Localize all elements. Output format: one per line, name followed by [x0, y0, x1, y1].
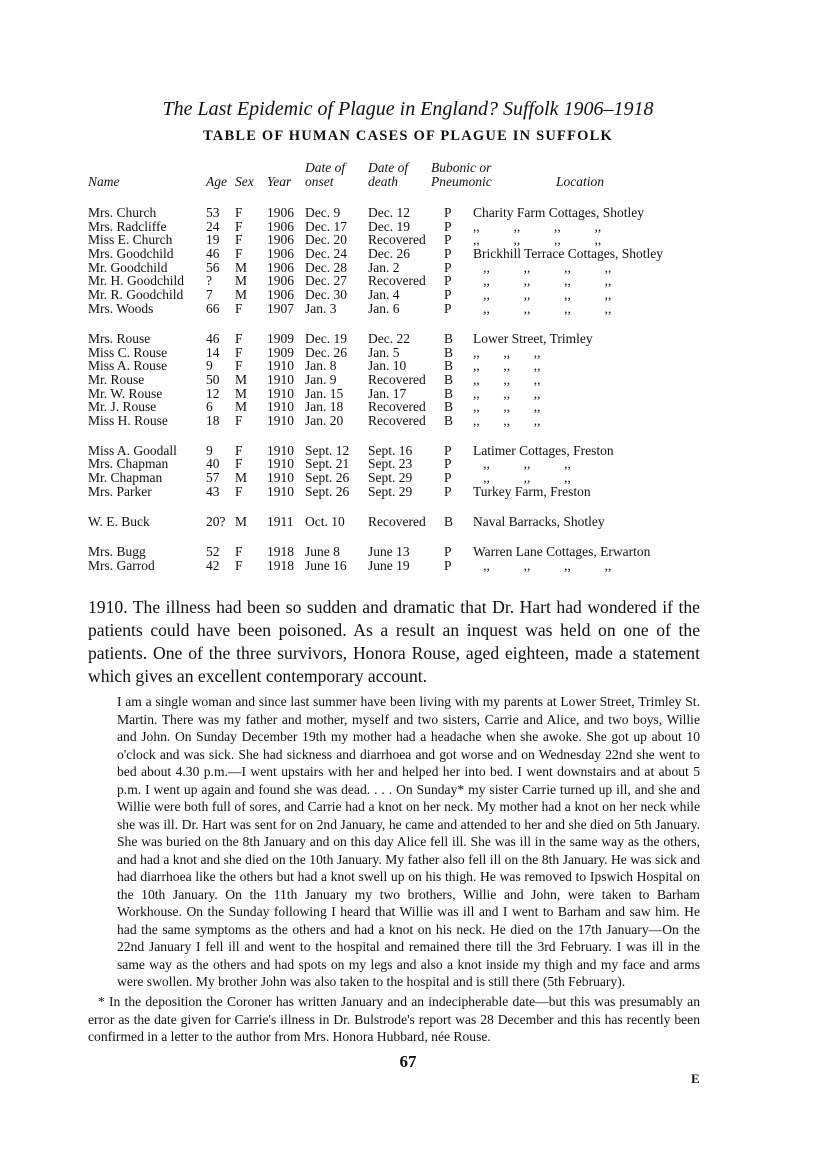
cell-death: June 13: [368, 544, 410, 559]
cell-location: Charity Farm Cottages, Shotley: [473, 205, 644, 220]
cell-name: Mr. H. Goodchild: [88, 273, 184, 288]
cell-type: P: [444, 232, 452, 247]
cell-death: Dec. 19: [368, 219, 410, 234]
cell-location: ,, ,, ,,: [473, 372, 541, 387]
cell-onset: Jan. 9: [305, 372, 337, 387]
header-age: Age: [206, 174, 227, 189]
cell-onset: Sept. 26: [305, 470, 350, 485]
cell-death: Jan. 5: [368, 345, 400, 360]
cell-death: Dec. 12: [368, 205, 410, 220]
cell-sex: F: [235, 558, 243, 573]
cell-onset: Jan. 18: [305, 399, 344, 414]
cell-year: 1910: [267, 484, 294, 499]
cell-type: P: [444, 544, 452, 559]
cell-year: 1910: [267, 358, 294, 373]
cell-type: P: [444, 273, 452, 288]
cell-year: 1918: [267, 558, 294, 573]
cell-type: B: [444, 358, 454, 373]
cell-year: 1910: [267, 386, 294, 401]
header-onset-line1: Date of: [305, 160, 346, 175]
cell-type: P: [444, 443, 452, 458]
cell-age: 6: [206, 399, 213, 414]
cell-death: Jan. 17: [368, 386, 407, 401]
cell-age: 43: [206, 484, 220, 499]
cell-name: Mrs. Church: [88, 205, 157, 220]
header-type-line2: Pneumonic: [431, 174, 492, 189]
cell-sex: F: [235, 331, 243, 346]
cell-type: B: [444, 386, 454, 401]
cell-year: 1906: [267, 287, 294, 302]
cell-onset: Dec. 26: [305, 345, 347, 360]
cell-year: 1910: [267, 456, 294, 471]
cell-location: ,, ,, ,,: [473, 386, 541, 401]
cell-name: W. E. Buck: [88, 514, 150, 529]
cell-age: 20?: [206, 514, 226, 529]
cell-sex: F: [235, 413, 243, 428]
body-paragraph: 1910. The illness had been so sudden and dramatic that Dr. Hart had wondered if the patients could have been poisoned. As a result an inquest was held on one of the patients. One of the three survivors, Honora Rouse, aged eighteen, made a statement which gives an excellent contemporary account.: [88, 597, 700, 686]
header-location: Location: [556, 174, 605, 189]
cell-name: Miss A. Rouse: [88, 358, 168, 373]
cell-location: ,, ,, ,,: [473, 345, 541, 360]
cell-type: B: [444, 345, 454, 360]
cell-onset: Jan. 20: [305, 413, 344, 428]
cell-year: 1910: [267, 413, 294, 428]
cell-location: ,, ,, ,, ,,: [473, 260, 612, 275]
cell-onset: Sept. 26: [305, 484, 350, 499]
cell-name: Mr. Goodchild: [88, 260, 168, 275]
running-title: The Last Epidemic of Plague in England? Suffolk 1906–1918: [162, 98, 654, 120]
cell-death: Dec. 26: [368, 246, 410, 261]
cell-name: Mrs. Parker: [88, 484, 152, 499]
table-title: TABLE OF HUMAN CASES OF PLAGUE IN SUFFOLK: [203, 128, 613, 144]
cell-onset: Dec. 19: [305, 331, 347, 346]
cell-sex: F: [235, 301, 243, 316]
cell-age: 56: [206, 260, 220, 275]
cell-location: ,, ,, ,, ,,: [473, 287, 612, 302]
cell-name: Miss C. Rouse: [88, 345, 168, 360]
cell-type: P: [444, 260, 452, 275]
cell-age: ?: [206, 273, 212, 288]
header-onset-line2: onset: [305, 174, 334, 189]
cell-onset: Dec. 28: [305, 260, 347, 275]
cell-onset: June 8: [305, 544, 340, 559]
cell-sex: M: [235, 372, 248, 387]
header-year: Year: [267, 174, 292, 189]
cell-age: 9: [206, 358, 213, 373]
cell-sex: F: [235, 456, 243, 471]
cell-name: Miss H. Rouse: [88, 413, 168, 428]
cell-type: P: [444, 287, 452, 302]
cell-sex: M: [235, 287, 248, 302]
cell-sex: M: [235, 386, 248, 401]
cell-death: Sept. 16: [368, 443, 413, 458]
cell-onset: Oct. 10: [305, 514, 345, 529]
header-sex: Sex: [235, 174, 254, 189]
cell-age: 40: [206, 456, 220, 471]
cell-location: Brickhill Terrace Cottages, Shotley: [473, 246, 664, 261]
cell-year: 1918: [267, 544, 294, 559]
header-death-line1: Date of: [368, 160, 409, 175]
cell-sex: F: [235, 443, 243, 458]
cell-onset: Dec. 9: [305, 205, 341, 220]
cell-location: ,, ,, ,, ,,: [473, 232, 602, 247]
cell-type: P: [444, 484, 452, 499]
cell-year: 1911: [267, 514, 294, 529]
statement-quote: I am a single woman and since last summer have been living with my parents at Lower Street, Trimley St. Martin. There was my father and mother, myself and two sisters, Carrie and Alice, and two boys, Willie and John. On Sunday December 19th my mother had a headache when she awoke. She got up about 10 o'clock and was sick. She had sickness and diarrhoea and got worse and on Wednesday 22nd she went to bed about 4.30 p.m.—I went upstairs with her and helped her into bed. I went downstairs and at about 5 p.m. I went up again and found she was dead. . . . On Sunday* my sister Carrie turned up ill, and she and Willie were both full of sores, and Carrie had a knot on her neck. My mother had a knot on her neck while she was ill. Dr. Hart was sent for on 2nd January, he came and attended to her and she died on 5th January. She was buried on the 8th January and on this day Alice fell ill. She was ill in the same way as the others, and had a knot and she died on the 10th January. My father also fell ill on the 8th January. He was sick and had diarrhoea like the others but had a knot swell up on his thigh. He was removed to Ipswich Hospital on the 10th January. On the 11th January my two brothers, Willie and John, were taken to Barham Workhouse. On the Sunday following I heard that Willie was ill and I went to Barham and saw him. He had the same symptoms as the others and had a knot on his neck. He died on the 17th January—On the 22nd January I fell ill and went to the hospital and remained there till the 3rd February. I was ill in the same way as the others and had spots on my legs and also a knot inside my thigh and my face and arms were swollen. My brother John was also taken to the hospital and is still there (5th February).: [117, 694, 700, 989]
cell-year: 1906: [267, 232, 294, 247]
cell-death: Recovered: [368, 399, 426, 414]
cell-death: June 19: [368, 558, 410, 573]
cell-year: 1906: [267, 273, 294, 288]
cell-name: Mrs. Chapman: [88, 456, 169, 471]
cell-sex: M: [235, 399, 248, 414]
cell-death: Sept. 29: [368, 470, 413, 485]
cell-year: 1906: [267, 260, 294, 275]
cell-death: Recovered: [368, 273, 426, 288]
cell-onset: Jan. 15: [305, 386, 344, 401]
cell-type: P: [444, 470, 452, 485]
cell-type: B: [444, 413, 454, 428]
cell-onset: Jan. 8: [305, 358, 337, 373]
cell-sex: M: [235, 273, 248, 288]
cell-age: 46: [206, 331, 220, 346]
cell-type: P: [444, 558, 452, 573]
cell-year: 1909: [267, 331, 294, 346]
cell-name: Mrs. Woods: [88, 301, 154, 316]
cell-name: Mr. Chapman: [88, 470, 163, 485]
cell-name: Mr. J. Rouse: [88, 399, 157, 414]
cell-name: Mr. R. Goodchild: [88, 287, 184, 302]
cell-death: Sept. 23: [368, 456, 413, 471]
cell-name: Mrs. Goodchild: [88, 246, 174, 261]
cell-name: Mr. W. Rouse: [88, 386, 163, 401]
cell-location: ,, ,, ,,: [473, 413, 541, 428]
cell-type: P: [444, 219, 452, 234]
cell-age: 52: [206, 544, 220, 559]
cell-sex: F: [235, 345, 243, 360]
cell-name: Mrs. Bugg: [88, 544, 146, 559]
page-number: 67: [399, 1052, 417, 1071]
cell-death: Jan. 4: [368, 287, 400, 302]
cell-death: Recovered: [368, 413, 426, 428]
cell-sex: F: [235, 205, 243, 220]
cell-year: 1910: [267, 470, 294, 485]
cell-location: ,, ,, ,, ,,: [473, 273, 612, 288]
cell-year: 1910: [267, 443, 294, 458]
cell-year: 1907: [267, 301, 294, 316]
cell-onset: Sept. 21: [305, 456, 350, 471]
cell-age: 66: [206, 301, 220, 316]
cell-sex: F: [235, 544, 243, 559]
cell-type: B: [444, 331, 454, 346]
cell-location: ,, ,, ,,: [473, 470, 571, 485]
header-death-line2: death: [368, 174, 398, 189]
cell-location: ,, ,, ,, ,,: [473, 558, 612, 573]
cell-age: 42: [206, 558, 220, 573]
cell-name: Mr. Rouse: [88, 372, 145, 387]
cell-onset: Jan. 3: [305, 301, 337, 316]
cell-death: Recovered: [368, 232, 426, 247]
cell-age: 53: [206, 205, 220, 220]
cell-sex: F: [235, 358, 243, 373]
cell-age: 7: [206, 287, 213, 302]
cell-death: Recovered: [368, 514, 426, 529]
cell-name: Mrs. Rouse: [88, 331, 151, 346]
cell-type: B: [444, 372, 454, 387]
cell-name: Miss A. Goodall: [88, 443, 177, 458]
cell-year: 1909: [267, 345, 294, 360]
cell-year: 1906: [267, 246, 294, 261]
cell-location: ,, ,, ,, ,,: [473, 219, 602, 234]
cell-sex: M: [235, 514, 248, 529]
cell-location: ,, ,, ,,: [473, 399, 541, 414]
cell-type: P: [444, 456, 452, 471]
cell-age: 24: [206, 219, 220, 234]
cell-type: P: [444, 301, 452, 316]
cell-onset: Dec. 30: [305, 287, 347, 302]
cell-location: Lower Street, Trimley: [473, 331, 593, 346]
cell-sex: F: [235, 246, 243, 261]
cell-death: Sept. 29: [368, 484, 413, 499]
cell-year: 1906: [267, 205, 294, 220]
cell-location: Naval Barracks, Shotley: [473, 514, 605, 529]
cell-year: 1906: [267, 219, 294, 234]
cell-onset: Dec. 17: [305, 219, 347, 234]
cell-location: ,, ,, ,, ,,: [473, 301, 612, 316]
cell-type: P: [444, 246, 452, 261]
cell-age: 19: [206, 232, 220, 247]
cell-age: 12: [206, 386, 220, 401]
cell-onset: Dec. 27: [305, 273, 347, 288]
cell-location: ,, ,, ,,: [473, 358, 541, 373]
cell-location: ,, ,, ,,: [473, 456, 571, 471]
cell-name: Mrs. Garrod: [88, 558, 155, 573]
cell-sex: M: [235, 260, 248, 275]
cell-age: 9: [206, 443, 213, 458]
cell-death: Jan. 10: [368, 358, 407, 373]
cell-age: 57: [206, 470, 220, 485]
cell-sex: F: [235, 232, 243, 247]
cell-sex: M: [235, 470, 248, 485]
cell-death: Jan. 2: [368, 260, 400, 275]
cell-type: B: [444, 399, 454, 414]
cell-age: 46: [206, 246, 220, 261]
header-name: Name: [88, 174, 120, 189]
header-type-line1: Bubonic or: [431, 160, 492, 175]
cell-death: Jan. 6: [368, 301, 400, 316]
cell-sex: F: [235, 484, 243, 499]
cell-age: 50: [206, 372, 220, 387]
cell-location: Turkey Farm, Freston: [473, 484, 591, 499]
cell-onset: Dec. 20: [305, 232, 347, 247]
cell-name: Mrs. Radcliffe: [88, 219, 167, 234]
cell-age: 14: [206, 345, 220, 360]
cell-type: B: [444, 514, 454, 529]
cell-death: Recovered: [368, 372, 426, 387]
signature-mark: E: [691, 1071, 700, 1086]
cell-onset: June 16: [305, 558, 347, 573]
cell-onset: Dec. 24: [305, 246, 347, 261]
cell-type: P: [444, 205, 452, 220]
footnote: * In the deposition the Coroner has written January and an indecipherable date—but this was presumably an error as the date given for Carrie's illness in Dr. Bulstrode's report was 28 December and this has recently been confirmed in a letter to the author from Mrs. Honora Hubbard, née Rouse.: [88, 994, 700, 1044]
cell-onset: Sept. 12: [305, 443, 350, 458]
cell-age: 18: [206, 413, 220, 428]
cell-sex: F: [235, 219, 243, 234]
cell-year: 1910: [267, 372, 294, 387]
cell-location: Latimer Cottages, Freston: [473, 443, 614, 458]
cell-location: Warren Lane Cottages, Erwarton: [473, 544, 651, 559]
cell-year: 1910: [267, 399, 294, 414]
cell-name: Miss E. Church: [88, 232, 173, 247]
cell-death: Dec. 22: [368, 331, 410, 346]
